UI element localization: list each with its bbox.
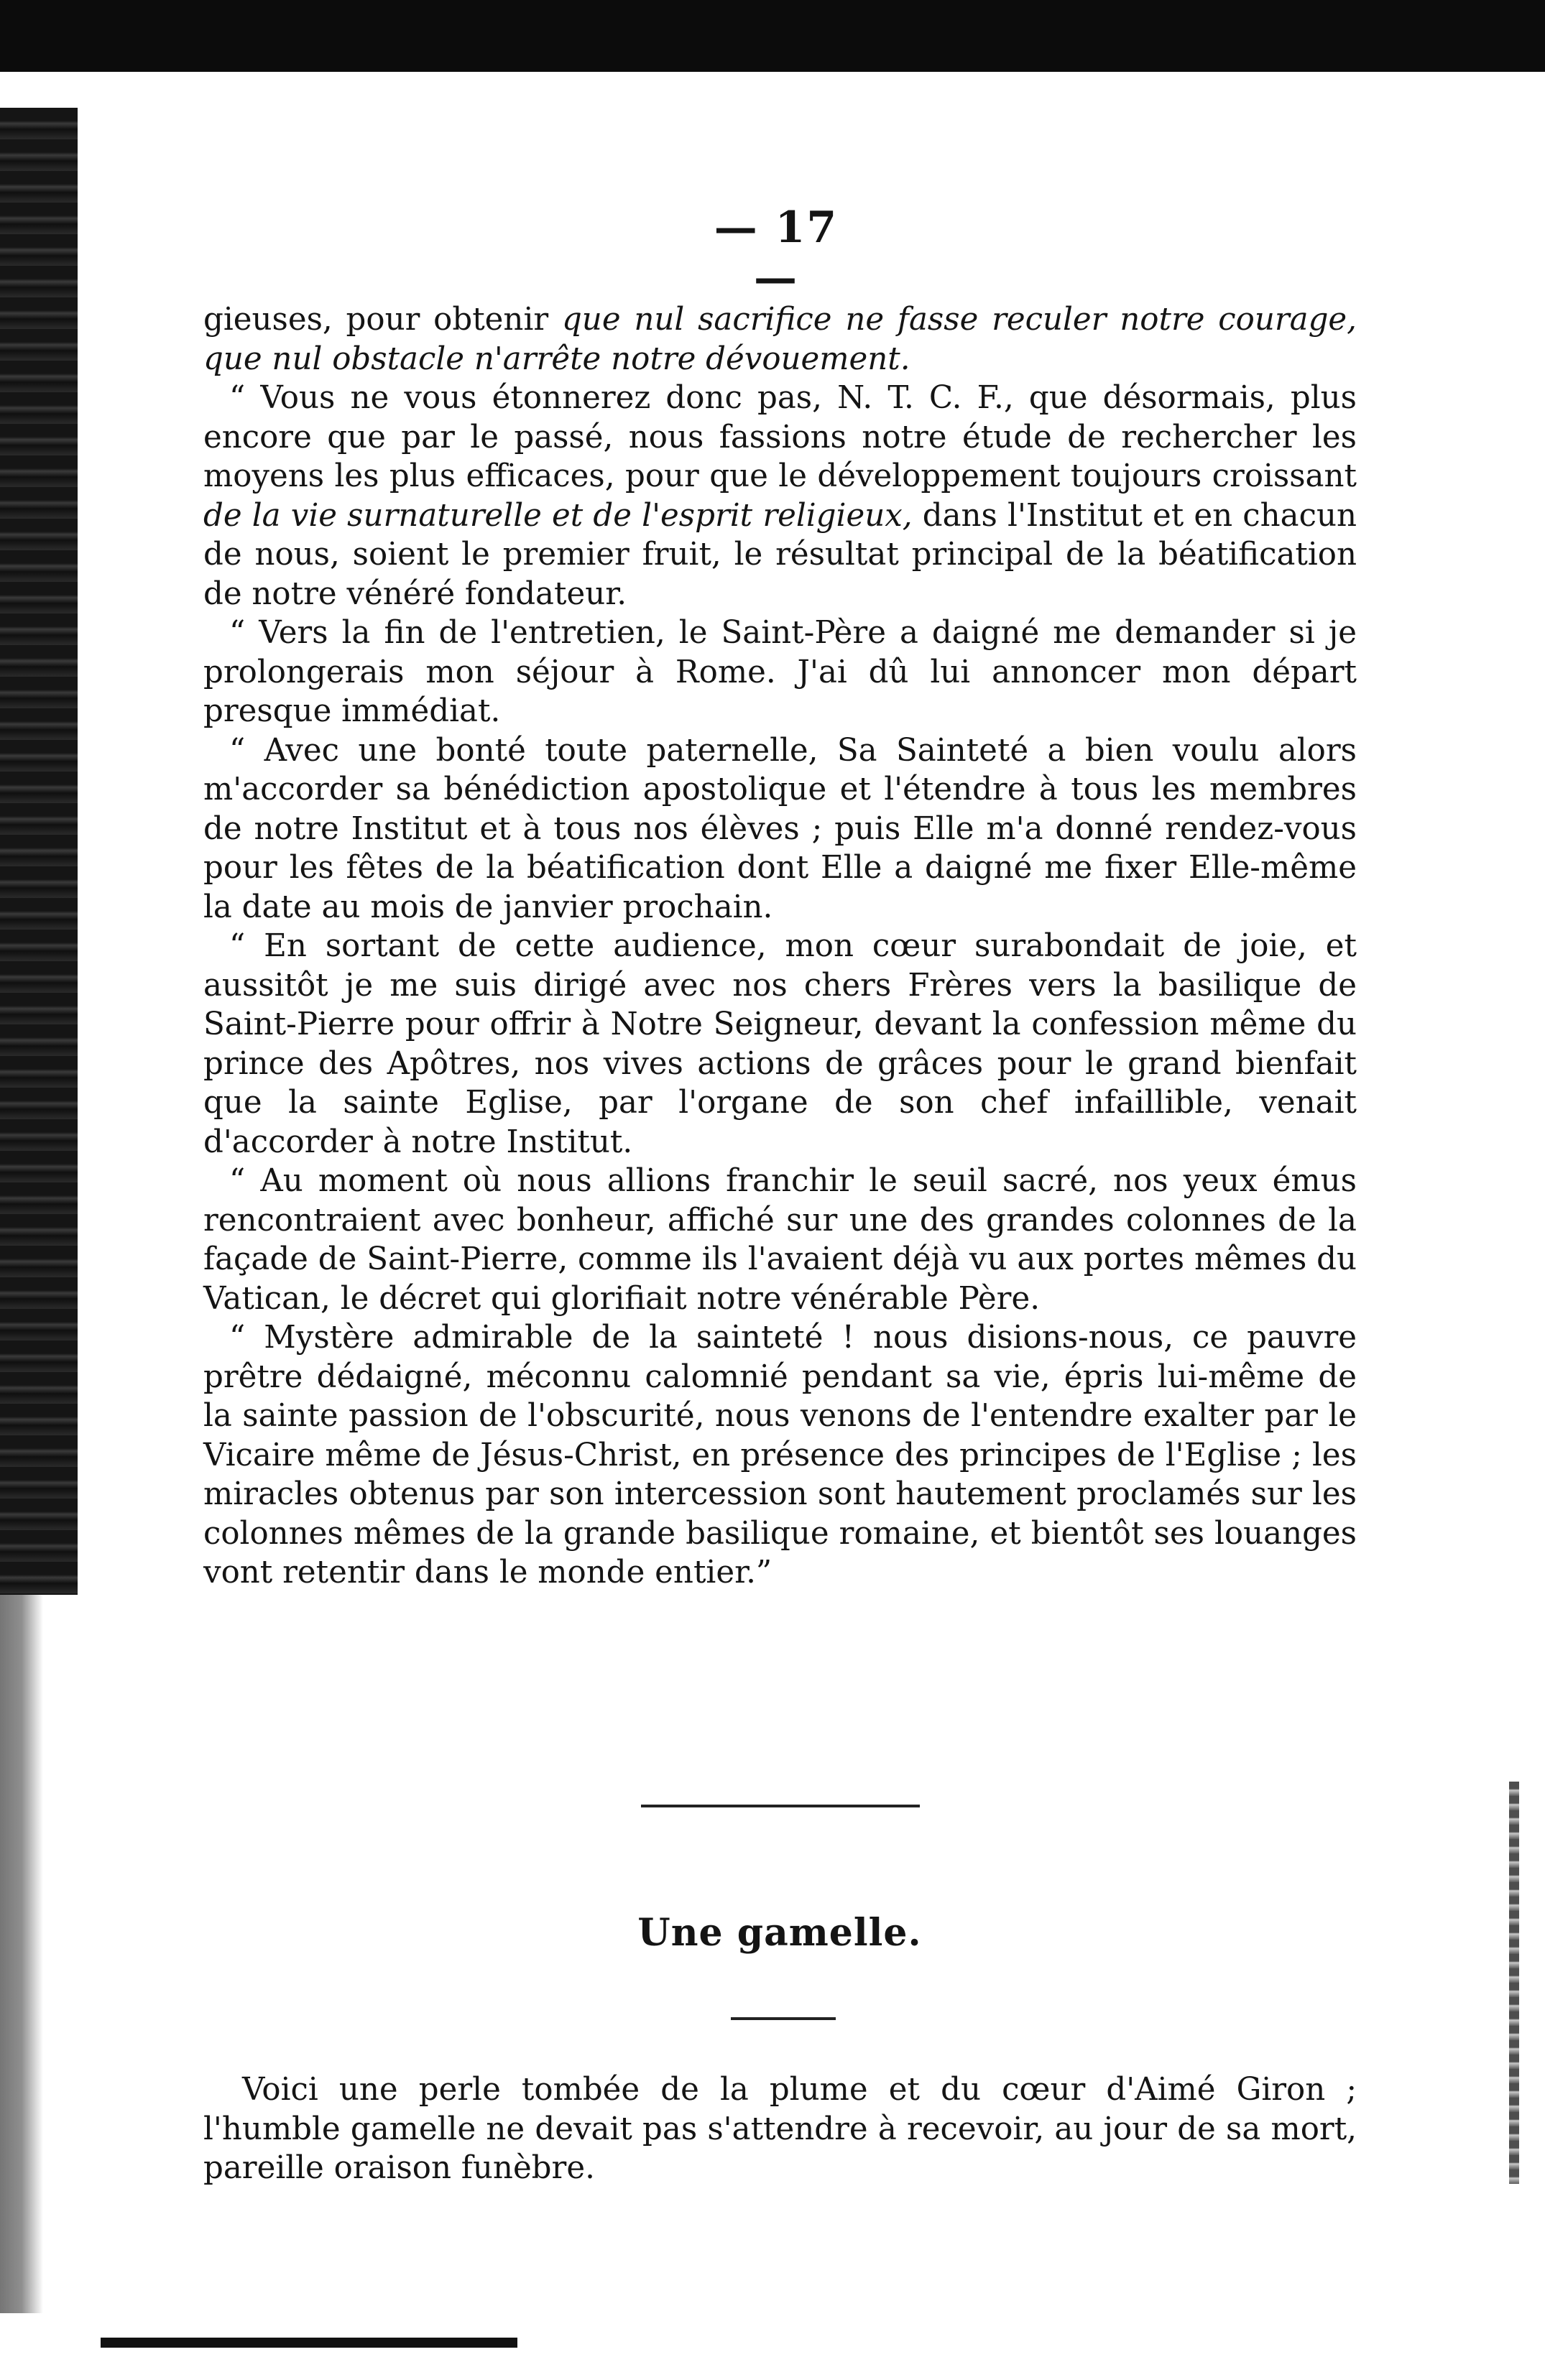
scan-left-border <box>0 108 78 1595</box>
main-text <box>203 300 1357 1593</box>
section-paragraph-1: Voici une perle tombée de la plume et du cœur d'Aimé Giron ; l'humble gamelle ne devait pas s'attendre à recevoir, au jour de sa mort, pareille oraison funèbre. <box>203 2072 1357 2186</box>
page-top-margin <box>0 72 1545 136</box>
paragraph-2-italic: de la vie surnaturelle et de l'esprit religieux, <box>203 497 913 534</box>
paragraph-2-text-b: dans l'Institut et en chacun de nous, soient le premier fruit, le résultat principal de la béatification de notre vénéré fondateur. <box>203 497 1357 612</box>
paragraph-6: “ Au moment où nous allions franchir le seuil sacré, nos yeux émus rencontraient avec bonheur, affiché sur une des grandes colonnes de la façade de Saint-Pierre, comme ils l'avaient déjà vu aux portes mêmes du Vatican, le décret qui glorifiait notre vénérable Père. <box>203 1163 1357 1317</box>
paragraph-2 <box>203 379 1357 613</box>
paragraph-1-italic: que nul sacrifice ne fasse reculer notre courage, que nul obstacle n'arrête notre dévouement. <box>203 302 1357 377</box>
paragraph-2-text-a: “ Vous ne vous étonnerez donc pas, N. T. C. F., que désormais, plus encore que par le passé, nous fassions notre étude de rechercher les moyens les plus efficaces, pour que le développement toujours croissant <box>203 380 1357 494</box>
paragraph-1 <box>203 300 1357 379</box>
paragraph-5: “ En sortant de cette audience, mon cœur surabondait de joie, et aussitôt je me suis dirigé avec nos chers Frères vers la basilique de Saint-Pierre pour offrir à Notre Seigneur, devant la confession même du prince des Apôtres, nos vives actions de grâces pour le grand bienfait que la sainte Eglise, par l'organe de son chef infaillible, venait d'accorder à notre Institut. <box>203 928 1357 1160</box>
page-number: — 17 — <box>714 203 839 303</box>
section-text <box>203 2070 1357 2188</box>
title-underline <box>731 2017 836 2020</box>
scan-bottom-mark <box>101 2338 517 2348</box>
scan-left-shadow <box>0 1595 43 2313</box>
paragraph-4: “ Avec une bonté toute paternelle, Sa Sainteté a bien voulu alors m'accorder sa bénédiction apostolique et l'étendre à tous les membres de notre Institut et à tous nos élèves ; puis Elle m'a donné rendez-vous pour les fêtes de la béatification dont Elle a daigné me fixer Elle-même la date au mois de janvier prochain. <box>203 732 1357 925</box>
paragraph-1-text: gieuses, pour obtenir <box>203 302 562 338</box>
section-title: Une gamelle. <box>637 1911 922 1955</box>
paragraph-3: “ Vers la fin de l'entretien, le Saint-Père a daigné me demander si je prolongerais mon séjour à Rome. J'ai dû lui annoncer mon départ presque immédiat. <box>203 615 1357 729</box>
scan-right-border <box>1509 1782 1519 2184</box>
section-divider <box>641 1805 920 1807</box>
paragraph-7: “ Mystère admirable de la sainteté ! nous disions-nous, ce pauvre prêtre dédaigné, méconnu calomnié pendant sa vie, épris lui-même de la sainte passion de l'obscurité, nous venons de l'entendre exalter par le Vicaire même de Jésus-Christ, en présence des principes de l'Eglise ; les miracles obtenus par son intercession sont hautement proclamés sur les colonnes mêmes de la grande basilique romaine, et bientôt ses louanges vont retentir dans le monde entier.” <box>203 1320 1357 1590</box>
